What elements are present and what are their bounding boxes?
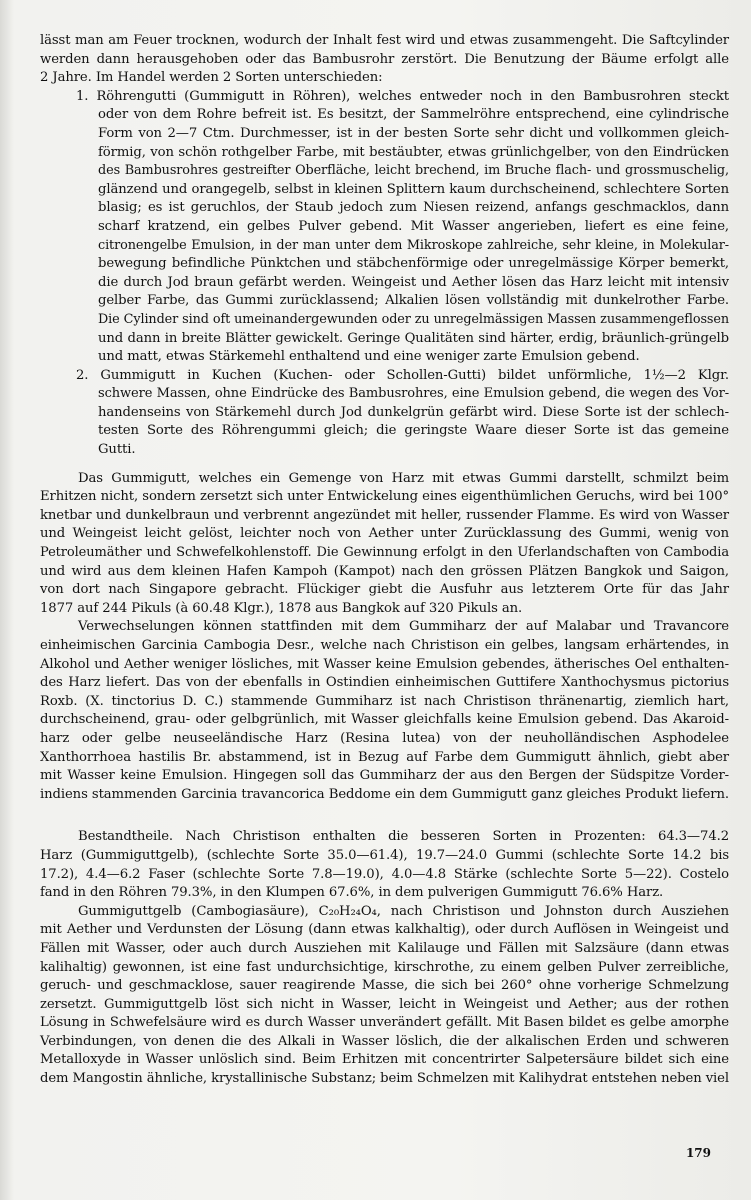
text-line: Fällen mit Wasser, oder auch durch Ausziehen mit Kalilauge und Fällen mit Salzsäure (dann etwas: [40, 940, 729, 956]
text-line: Verbindungen, von denen die des Alkali in Wasser löslich, die der alkalischen Erden und schweren: [40, 1033, 729, 1049]
text-line: Alkohol und Aether weniger lösliches, mit Wasser keine Emulsion gebendes, ätherisches Oel enthalten-: [40, 656, 729, 672]
text-line: Roxb. (X. tinctorius D. C.) stammende Gummiharz ist nach Christison thränenartig, ziemlich hart,: [40, 693, 729, 709]
text-line: durchscheinend, grau- oder gelbgrünlich, mit Wasser gleichfalls keine Emulsion gebend. Das Akaroid-: [40, 712, 729, 728]
text-line: des Harz liefert. Das von der ebenfalls in Ostindien einheimischen Guttifere Xanthochysmus pictorius: [40, 675, 729, 691]
text-line: oder von dem Rohre befreit ist. Es besitzt, der Sammelröhre entsprechend, eine cylindrische: [98, 107, 729, 123]
text-line: und matt, etwas Stärkemehl enthaltend und eine weniger zarte Emulsion gebend.: [98, 349, 640, 365]
text-line: lässt man am Feuer trocknen, wodurch der Inhalt fest wird und etwas zusammengeht. Die Saftcylinder: [40, 33, 729, 48]
text-line: bewegung befindliche Pünktchen und stäbchenförmige oder unregelmässige Körper bemerkt,: [98, 256, 729, 272]
text-line: mit Wasser keine Emulsion. Hingegen soll das Gummiharz der aus den Bergen der Südspitze Vorder-: [40, 768, 729, 784]
text-line: Bestandtheile. Nach Christison enthalten die besseren Sorten in Prozenten: 64.3—74.2: [78, 829, 729, 845]
text-line: Das Gummigutt, welches ein Gemenge von Harz mit etwas Gummi darstellt, schmilzt beim: [78, 470, 729, 486]
text-line: werden dann herausgehoben oder das Bambusrohr zerstört. Die Benutzung der Bäume erfolgt alle: [40, 51, 729, 67]
text-line: 17.2), 4.4—6.2 Faser (schlechte Sorte 7.8—19.0), 4.0—4.8 Stärke (schlechte Sorte 5—22). Costelo: [40, 866, 729, 882]
text-line: einheimischen Garcinia Cambogia Desr., welche nach Christison ein gelbes, langsam erhärtendes, in: [40, 638, 729, 653]
text-line: von dort nach Singapore gebracht. Flückiger giebt die Ausfuhr aus letzterem Orte für das Jahr: [40, 582, 729, 598]
text-line: Xanthorrhoea hastilis Br. abstammend, ist in Bezug auf Farbe dem Gummigutt ähnlich, giebt aber: [40, 749, 729, 765]
text-line: 2 Jahre. Im Handel werden 2 Sorten unterschieden:: [40, 70, 383, 86]
text-line: Die Cylinder sind oft umeinandergewunden oder zu unregelmässigen Massen zusammengeflossen: [98, 311, 729, 327]
text-line: Harz (Gummiguttgelb), (schlechte Sorte 35.0—61.4), 19.7—24.0 Gummi (schlechte Sorte 14.2 bis: [40, 847, 729, 863]
text-line: dem Mangostin ähnliche, krystallinische Substanz; beim Schmelzen mit Kalihydrat entstehen neben viel: [40, 1071, 729, 1087]
text-line: Erhitzen nicht, sondern zersetzt sich unter Entwickelung eines eigenthümlichen Geruchs, wird bei 100°: [40, 489, 729, 505]
text-line: scharf kratzend, ein gelbes Pulver gebend. Mit Wasser angerieben, liefert es eine feine,: [98, 218, 729, 234]
text-line: blasig; es ist geruchlos, der Staub jedoch zum Niesen reizend, anfangs geschmacklos, dann: [98, 200, 729, 216]
text-line: Gutti.: [98, 442, 136, 458]
text-line: Petroleumäther und Schwefelkohlenstoff. Die Gewinnung erfolgt in den Uferlandschaften von Cambodia: [40, 545, 729, 561]
text-line: Gummiguttgelb (Cambogiasäure), C₂₀H₂₄O₄, nach Christison und Johnston durch Ausziehen: [78, 903, 729, 919]
text-line: Verwechselungen können stattfinden mit dem Gummiharz der auf Malabar und Travancore: [78, 619, 729, 635]
text-line: 1. Röhrengutti (Gummigutt in Röhren), welches entweder noch in den Bambusrohren steckt: [76, 88, 729, 104]
text-line: citronengelbe Emulsion, in der man unter dem Mikroskope zahlreiche, sehr kleine, in Molekular-: [98, 237, 729, 253]
text-line: indiens stammenden Garcinia travancorica Beddome ein dem Gummigutt ganz gleiches Produkt liefern.: [40, 786, 729, 802]
text-line: und Weingeist leicht gelöst, leichter noch von Aether unter Zurücklassung des Gummi, wenig von: [40, 526, 729, 542]
text-line: Metalloxyde in Wasser unlöslich sind. Beim Erhitzen mit concentrirter Salpetersäure bildet sich eine: [40, 1052, 729, 1068]
text-line: förmig, von schön rothgelber Farbe, mit bestäubter, etwas grünlichgelber, von den Eindrücken: [98, 144, 729, 160]
text-line: zersetzt. Gummiguttgelb löst sich nicht in Wasser, leicht in Weingeist und Aether; aus der rothen: [40, 996, 729, 1012]
text-line: handenseins von Stärkemehl durch Jod dunkelgrün gefärbt wird. Diese Sorte ist der schlech-: [98, 404, 729, 420]
text-line: harz oder gelbe neuseeländische Harz (Resina lutea) von der neuholländischen Asphodelee: [40, 730, 729, 746]
text-line: die durch Jod braun gefärbt werden. Weingeist und Aether lösen das Harz leicht mit intensiv: [98, 274, 729, 290]
text-line: 2. Gummigutt in Kuchen (Kuchen- oder Schollen-Gutti) bildet unförmliche, 1½—2 Klgr.: [76, 367, 729, 383]
text-line: knetbar und dunkelbraun und verbrennt angezündet mit heller, russender Flamme. Es wird von Wasser: [40, 507, 729, 523]
text-line: mit Aether und Verdunsten der Lösung (dann etwas kalkhaltig), oder durch Auflösen in Weingeist und: [40, 922, 729, 938]
text-line: geruch- und geschmacklose, sauer reagirende Masse, die sich bei 260° ohne vorherige Schmelzung: [40, 978, 729, 994]
text-line: und dann in breite Blätter gewickelt. Geringe Qualitäten sind härter, erdig, bräunlich-grüngelb: [98, 330, 729, 346]
paragraph-gap: [40, 804, 729, 828]
text-line: Form von 2—7 Ctm. Durchmesser, ist in der besten Sorte sehr dicht und vollkommen gleich-: [98, 125, 729, 141]
page-number: 179: [685, 1146, 711, 1160]
page-text-body: [40, 32, 729, 1089]
text-line: kalihaltig) gewonnen, ist eine fast undurchsichtige, kirschrothe, zu einem gelben Pulver zerreibliche,: [40, 959, 729, 975]
text-line: des Bambusrohres gestreifter Oberfläche, leicht brechend, im Bruche flach- und grossmuschelig,: [98, 163, 729, 179]
text-line: Lösung in Schwefelsäure wird es durch Wasser unverändert gefällt. Mit Basen bildet es gelbe amorphe: [40, 1015, 729, 1031]
text-line: testen Sorte des Röhrengummi gleich; die geringste Waare dieser Sorte ist das gemeine: [98, 423, 729, 439]
text-line: schwere Massen, ohne Eindrücke des Bambusrohres, eine Emulsion gebend, die wegen des Vor-: [98, 386, 729, 402]
text-line: glänzend und orangegelb, selbst in kleinen Splittern kaum durchscheinend, schlechtere Sorten: [98, 181, 729, 197]
paragraph-gap: [40, 460, 729, 470]
text-line: 1877 auf 244 Pikuls (à 60.48 Klgr.), 1878 aus Bangkok auf 320 Pikuls an.: [40, 600, 523, 616]
text-line: gelber Farbe, das Gummi zurücklassend; Alkalien lösen vollständig mit dunkelrother Farbe.: [98, 293, 729, 309]
text-line: und wird aus dem kleinen Hafen Kampoh (Kampot) nach den grössen Plätzen Bangkok und Saigon,: [40, 563, 729, 579]
text-line: fand in den Röhren 79.3%, in den Klumpen 67.6%, in dem pulverigen Gummigutt 76.6% Harz.: [40, 885, 664, 901]
